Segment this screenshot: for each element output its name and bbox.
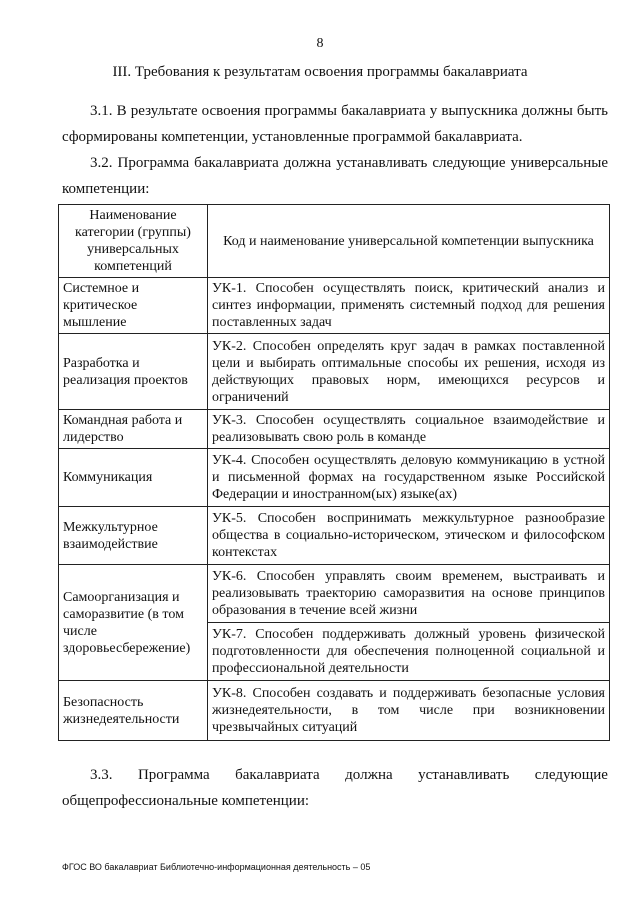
header-competence: Код и наименование универсальной компетенции выпускника (208, 205, 610, 278)
paragraph-3-3-line2: общепрофессиональные компетенции: (62, 793, 310, 809)
category-cell: Межкультурное взаимодействие (59, 507, 208, 565)
paragraph-3-1: 3.1. В результате освоения программы бакалавриата у выпускника должны быть сформированы компетенции, установленные программой бакалавриата. (62, 103, 608, 145)
competence-cell: УК-8. Способен создавать и поддерживать безопасные условия жизнедеятельности, в том числе при возникновении чрезвычайных ситуаций (208, 681, 610, 741)
word: Программа (137, 767, 210, 783)
category-cell: Разработка и реализация проектов (59, 334, 208, 410)
category-cell: Коммуникация (59, 449, 208, 507)
paragraph-3-2: 3.2. Программа бакалавриата должна устанавливать следующие универсальные компетенции: (62, 155, 608, 197)
paragraph-3-3-line1 (62, 762, 608, 788)
table-row (59, 449, 610, 507)
competence-cell: УК-5. Способен воспринимать межкультурное разнообразие общества в социально-историческом, этическом и философском контекстах (208, 507, 610, 565)
competence-cell: УК-1. Способен осуществлять поиск, критический анализ и синтез информации, применять системный подход для решения поставленных задач (208, 278, 610, 334)
table-row (59, 681, 610, 741)
word: следующие (534, 767, 608, 783)
category-cell: Командная работа и лидерство (59, 410, 208, 449)
category-cell: Безопасность жизнедеятельности (59, 681, 208, 741)
table-header-row (59, 205, 610, 278)
table-row (59, 334, 610, 410)
competence-cell: УК-4. Способен осуществлять деловую коммуникацию в устной и письменной формах на государственном языке Российской Федерации и иностранном(ых) языке(ах) (208, 449, 610, 507)
word: устанавливать (418, 767, 510, 783)
word: должна (345, 767, 393, 783)
table-row (59, 278, 610, 334)
header-category: Наименование категории (группы) универсальных компетенций (59, 205, 208, 278)
table-row (59, 565, 610, 623)
competencies-table (58, 204, 610, 741)
competence-cell: УК-2. Способен определять круг задач в рамках поставленной цели и выбирать оптимальные способы их решения, исходя из действующих правовых норм, имеющихся ресурсов и ограничений (208, 334, 610, 410)
section-heading: III. Требования к результатам освоения программы бакалавриата (112, 64, 528, 80)
table-row (59, 410, 610, 449)
competence-cell: УК-7. Способен поддерживать должный уровень физической подготовленности для обеспечения полноценной социальной и профессиональной деятельности (208, 623, 610, 681)
footer-note: ФГОС ВО бакалавриат Библиотечно-информационная деятельность – 05 (62, 862, 371, 872)
category-cell: Самоорганизация и саморазвитие (в том числе здоровьесбережение) (59, 565, 208, 681)
table-row (59, 507, 610, 565)
word: бакалавриата (235, 767, 320, 783)
word: 3.3. (90, 767, 113, 783)
page-number: 8 (316, 36, 324, 51)
competence-cell: УК-6. Способен управлять своим временем, выстраивать и реализовывать траекторию саморазвития на основе принципов образования в течение всей жизни (208, 565, 610, 623)
paragraph-3-3 (62, 762, 608, 814)
category-cell: Системное и критическое мышление (59, 278, 208, 334)
competence-cell: УК-3. Способен осуществлять социальное взаимодействие и реализовывать свою роль в команде (208, 410, 610, 449)
